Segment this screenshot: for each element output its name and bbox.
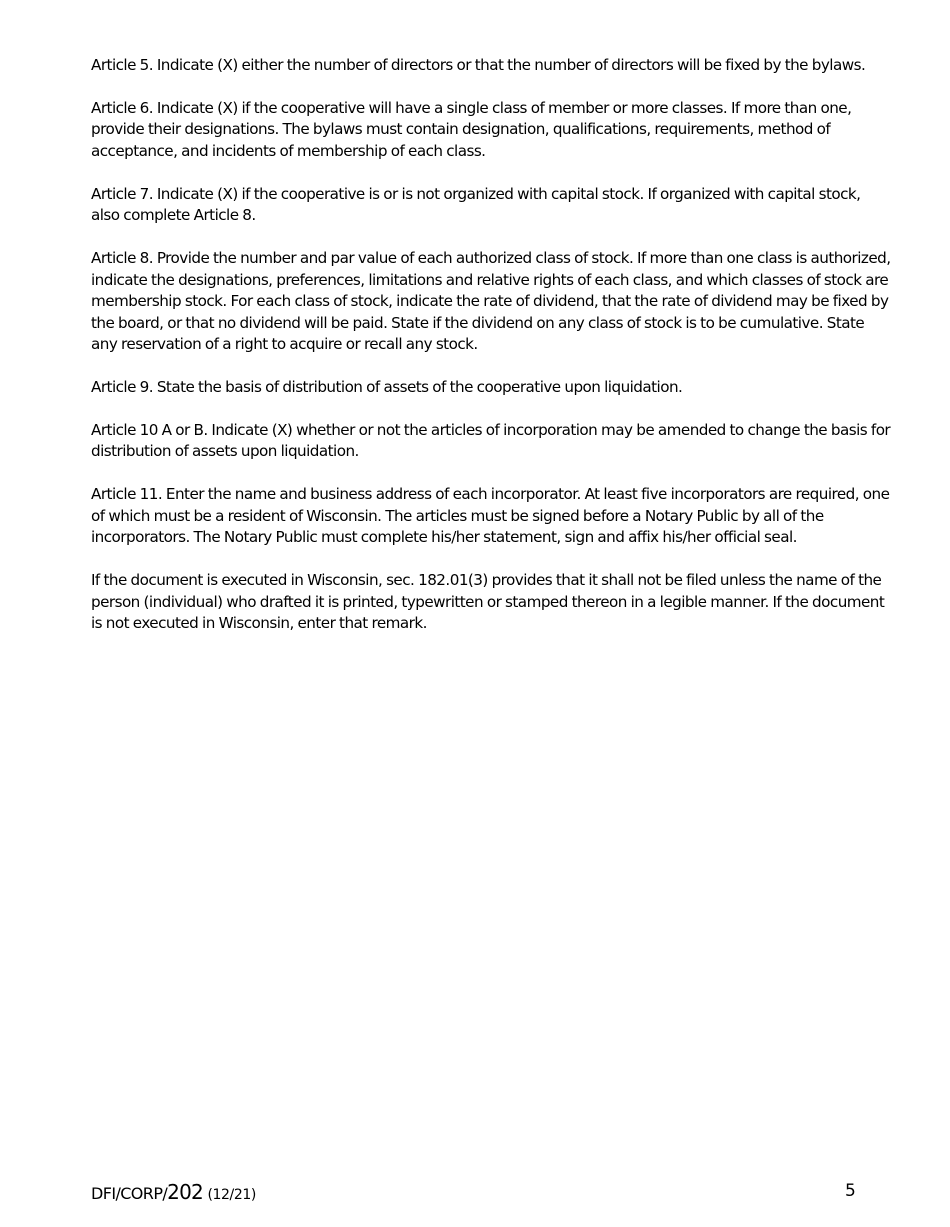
article-11-instructions: Article 11. Enter the name and business address of each incorporator. At least five incorporators are required, one of which must be a resident of Wisconsin. The articles must be signed before a Notary Public by all of the incorporators. The Notary Public must complete his/her statement, sign and affix his/her official seal. <box>91 485 890 547</box>
form-prefix: DFI/CORP/ <box>91 1184 168 1203</box>
article-5-instructions: Article 5. Indicate (X) either the number of directors or that the number of directors will be fixed by the bylaws. <box>91 56 866 74</box>
execution-instructions: If the document is executed in Wisconsin, sec. 182.01(3) provides that it shall not be filed unless the name of the person (individual) who drafted it is printed, typewritten or stamped thereon in a legible manner. If the document is not executed in Wisconsin, enter that remark. <box>91 571 885 633</box>
form-revision: (12/21) <box>207 1187 256 1203</box>
form-id <box>91 1180 256 1204</box>
form-number: 202 <box>167 1180 203 1204</box>
article-8-instructions: Article 8. Provide the number and par value of each authorized class of stock. If more than one class is authorized, indicate the designations, preferences, limitations and relative rights of each class, and which classes of stock are membership stock. For each class of stock, indicate the rate of dividend, that the rate of dividend may be fixed by the board, or that no dividend will be paid. State if the dividend on any class of stock is to be cumulative. State any reservation of a right to acquire or recall any stock. <box>91 249 891 354</box>
article-6-instructions: Article 6. Indicate (X) if the cooperative will have a single class of member or more classes. If more than one, provide their designations. The bylaws must contain designation, qualifications, requirements, method of acceptance, and incidents of membership of each class. <box>91 98 852 160</box>
article-7-instructions: Article 7. Indicate (X) if the cooperative is or is not organized with capital stock. If organized with capital stock, also complete Article 8. <box>91 184 861 225</box>
page-number: 5 <box>845 1181 856 1201</box>
article-10-instructions: Article 10 A or B. Indicate (X) whether or not the articles of incorporation may be amended to change the basis for distribution of assets upon liquidation. <box>91 420 891 461</box>
article-9-instructions: Article 9. State the basis of distribution of assets of the cooperative upon liquidation. <box>91 378 683 397</box>
instructions-body <box>91 55 891 656</box>
